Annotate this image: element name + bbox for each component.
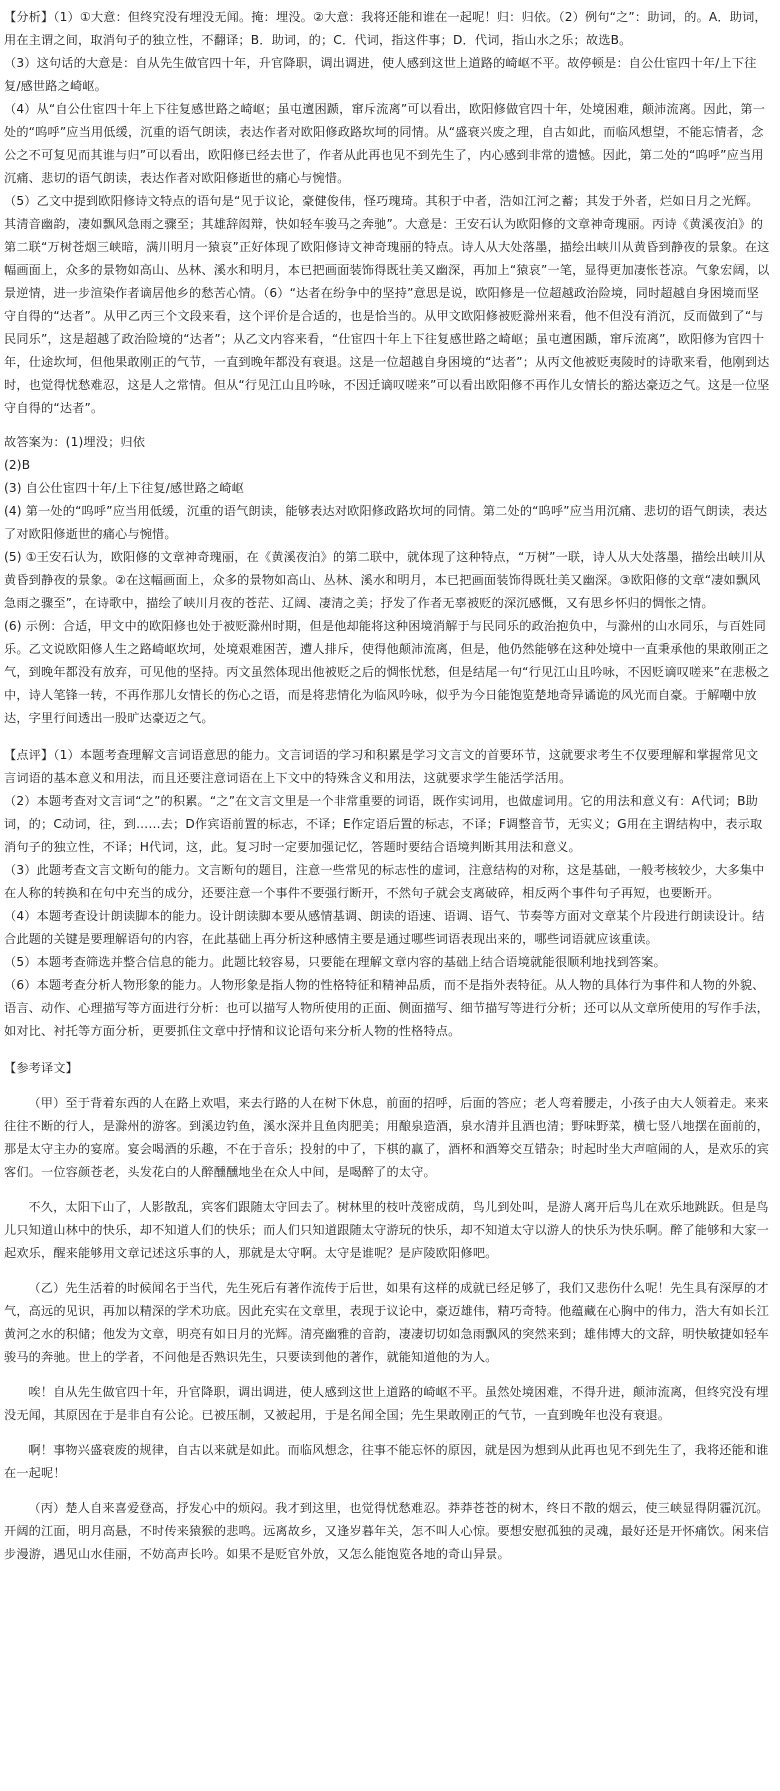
translation-paragraph-6: （丙）楚人自来喜爱登高，抒发心中的烦闷。我才到这里，也觉得忧愁难忍。莽莽苍苍的树木，终日不散的烟云，使三峡显得阴霾沉沉。开阔的江面，明月高悬，不时传来猿猴的悲鸣。远离故乡，又逢岁暮年关，怎不叫人心惊。要想安慰孤独的灵魂，最好还是开怀痛饮。闲来信步漫游，遇见山水佳丽，不妨高声长吟。如果不是贬官外放，又怎么能饱览各地的奇山异景。 [4, 1501, 769, 1561]
comment-paragraph-5: （5）本题考查筛选并整合信息的能力。此题比较容易，只要能在理解文章内容的基础上结合语境就能很顺利地找到答案。 [4, 955, 666, 969]
answer-line-3: (3) 自公仕宦四十年/上下往复/感世路之崎岖 [4, 481, 244, 495]
comment-paragraph-4: （4）本题考查设计朗读脚本的能力。设计朗读脚本要从感情基调、朗读的语速、语调、语气、节奏等方面对文章某个片段进行朗读设计。结合此题的关键是要理解语句的内容，在此基础上再分析这种感情主要是通过哪些词语表现出来的，哪些词语就应该重读。 [4, 909, 765, 946]
answer-line-6: (6) 示例：合适，甲文中的欧阳修也处于被贬滁州时期，但是他却能将这种困境消解于与民同乐的政治抱负中，与滁州的山水同乐，与百姓同乐。乙文说欧阳修人生之路崎岖坎坷，处境艰难困苦，遭人排斥，使得他颠沛流离，但是，他仍然能够在这种处境中一直秉承他的果敢刚正之气，到晚年都没有放弃，可见他的坚持。丙文虽然体现出他被贬之后的惆怅忧愁，但是结尾一句“行见江山且吟咏，不因贬谪叹嗟来”在悲极之中，诗人笔锋一转，不再作那儿女情长的伤心之语，而是将悲情化为临风吟咏，似乎为今日能饱览楚地奇异谲诡的风光而自豪。于解嘲中放达，字里行间透出一股旷达豪迈之气。 [4, 619, 770, 725]
translation-paragraph-5: 啊！事物兴盛衰废的规律，自古以来就是如此。而临风想念，往事不能忘怀的原因，就是因为想到从此再也见不到先生了，我将还能和谁在一起呢！ [4, 1443, 769, 1480]
comment-section [4, 744, 770, 1043]
translation-paragraph-2: 不久，太阳下山了，人影散乱，宾客们跟随太守回去了。树林里的枝叶茂密成荫，鸟儿到处叫，是游人离开后鸟儿在欢乐地跳跃。但是鸟儿只知道山林中的快乐，却不知道人们的快乐；而人们只知道跟随太守游玩的快乐，却不知道太守以游人的快乐为快乐啊。醉了能够和大家一起欢乐，醒来能够用文章记述这乐事的人，那就是太守啊。太守是谁呢？是庐陵欧阳修吧。 [4, 1200, 769, 1260]
translation-paragraph-3: （乙）先生活着的时候闻名于当代，先生死后有著作流传于后世，如果有这样的成就已经足够了，我们又悲伤什么呢！先生具有深厚的才气，高远的见识，再加以精深的学术功底。因此充实在文章里，表现于议论中，豪迈雄伟，精巧奇特。他蕴藏在心胸中的伟力，浩大有如长江黄河之水的积储；他发为文章，明亮有如日月的光辉。清亮幽雅的音韵，凄凄切切如急雨飘风的突然来到；雄伟博大的文辞，明快敏捷如轻车骏马的奔驰。世上的学者，不问他是否熟识先生，只要读到他的著作，就能知道他的为人。 [4, 1281, 769, 1364]
analysis-paragraph-2: （3）这句话的大意是：自从先生做官四十年，升官降职，调出调进，使人感到这世上道路的崎岖不平。故停顿是：自公仕宦四十年/上下往复/感世路之崎岖。 [4, 56, 757, 93]
translation-paragraph-4: 唉！自从先生做官四十年，升官降职，调出调进，使人感到这世上道路的崎岖不平。虽然处境困难，不得升进，颠沛流离，但终究没有埋没无闻，其原因在于是非自有公论。已被压制，又被起用，于是名闻全国；先生果敢刚正的气节，一直到晚年也没有衰退。 [4, 1385, 769, 1422]
analysis-section [4, 6, 770, 420]
analysis-paragraph-4: （5）乙文中提到欧阳修诗文特点的语句是“见于议论，豪健俊伟，怪巧瑰琦。其积于中者，浩如江河之蓄；其发于外者，烂如日月之光辉。其清音幽韵，凄如飘风急雨之骤至；其雄辞闳辩，快如轻车骏马之奔驰”。大意是：王安石认为欧阳修的文章神奇瑰丽。丙诗《黄溪夜泊》的第二联“万树苍烟三峡暗，满川明月一猿哀”正好体现了欧阳修诗文神奇瑰丽的特点。诗人从大处落墨，描绘出峡川从黄昏到静夜的景象。在这幅画面上，众多的景物如高山、丛林、溪水和明月，本已把画面装饰得既壮美又幽深，再加上“猿哀”一笔，显得更加凄怅苍凉。气象宏阔，以景逆情，进一步渲染作者谪居他乡的愁苦心情。（6）“达者在纷争中的坚持”意思是说，欧阳修是一位超越政治险境，同时超越自身困境而坚守自得的“达者”。从甲乙丙三个文段来看，这个评价是合适的，也是恰当的。从甲文欧阳修被贬滁州来看，他不但没有消沉，反而做到了“与民同乐”，这是超越了政治险境的“达者”；从乙文内容来看，“仕宦四十年上下往复感世路之崎岖；虽屯邅困踬，窜斥流离”，欧阳修为官四十年，仕途坎坷，但他果敢刚正的气节，一直到晚年都没有衰退。这是一位超越自身困境的“达者”；从丙文他被贬夷陵时的诗歌来看，他刚到达时，也觉得忧愁难忍，这是人之常情。但从“行见江山且吟咏，不因迁谪叹嗟来”可以看出欧阳修不再作儿女情长的豁达豪迈之气。这是一位坚守自得的“达者”。 [4, 194, 770, 415]
comment-paragraph-3: （3）此题考查文言文断句的能力。文言断句的题目，注意一些常见的标志性的虚词，注意结构的对称，这是基础，一般考核较少，大多集中在人称的转换和在句中充当的成分，还要注意一个事件不要强行断开，不然句子就会支离破碎，相反两个事件句子再短，也要断开。 [4, 863, 765, 900]
comment-paragraph-2: （2）本题考查对文言词“之”的积累。“之”在文言文里是一个非常重要的词语，既作实词用，也做虚词用。它的用法和意义有：A代词；B助词，的；C动词，往，到……去；D作宾语前置的标志，不译；E作定语后置的标志，不译；F调整音节，无实义；G用在主谓结构中，表示取消句子的独立性，不译；H代词，这，此。复习时一定要加强记忆，答题时要结合语境判断其用法和意义。 [4, 794, 763, 854]
translation-heading: 【参考译文】 [4, 1061, 79, 1075]
analysis-heading: 【分析】 [4, 10, 54, 24]
translation-paragraph-1: （甲）至于背着东西的人在路上欢唱，来去行路的人在树下休息，前面的招呼，后面的答应；老人弯着腰走，小孩子由大人领着走。来来往往不断的行人，是滁州的游客。到溪边钓鱼，溪水深并且鱼肉肥美；用酿泉造酒，泉水清并且酒也清；野味野菜，横七竖八地摆在面前的，那是太守主办的宴席。宴会喝酒的乐趣，不在于音乐；投射的中了，下棋的赢了，酒杯和酒筹交互错杂；时起时坐大声喧闹的人，是欢乐的宾客们。一位容颜苍老，头发花白的人醉醺醺地坐在众人中间，是喝醉了的太守。 [4, 1096, 769, 1179]
analysis-paragraph-3: （4）从“自公仕宦四十年上下往复感世路之崎岖；虽屯邅困踬，窜斥流离”可以看出，欧阳修做官四十年，处境困难，颠沛流离。因此，第一处的“呜呼”应当用低缓，沉重的语气朗读，表达作者对欧阳修政路坎坷的同情。从“盛衰兴废之理，自古如此，而临风想望，不能忘情者，念公之不可复见而其谁与归”可以看出，欧阳修已经去世了，作者从此再也见不到先生了，内心感到非常的遗憾。因此，第二处的“呜呼”应当用沉痛、悲切的语气朗读，表达作者对欧阳修逝世的痛心与惋惜。 [4, 102, 766, 185]
answer-line-4: (4) 第一处的“呜呼”应当用低缓，沉重的语气朗读，能够表达对欧阳修政路坎坷的同情。第二处的“呜呼”应当用沉痛、悲切的语气朗读，表达了对欧阳修逝世的痛心与惋惜。 [4, 504, 768, 541]
comment-paragraph-6: （6）本题考查分析人物形象的能力。人物形象是指人物的性格特征和精神品质，而不是指外表特征。从人物的具体行为事件和人物的外貌、语言、动作、心理描写等方面进行分析：也可以描写人物所使用的正面、侧面描写、细节描写等进行分析；还可以从文章所使用的写作手法，如对比、衬托等方面分析，更要抓住文章中抒情和议论语句来分析人物的性格特点。 [4, 978, 769, 1038]
analysis-paragraph-1: 【分析】（1）①大意：但终究没有埋没无闻。掩：埋没。②大意：我将还能和谁在一起呢！归：归依。（2）例句“之”：助词，的。A．助词，用在主谓之间，取消句子的独立性，不翻译；B．助词，的；C．代词，指这件事；D．代词，指山水之乐；故选B。 [4, 10, 767, 47]
comment-paragraph-1: 【点评】（1）本题考查理解文言词语意思的能力。文言词语的学习和积累是学习文言文的首要环节，这就要求考生不仅要理解和掌握常见文言词语的基本意义和用法，而且还要注意词语在上下文中的特殊含义和用法，这就要求学生能活学活用。 [4, 748, 759, 785]
answer-line-5: (5) ①王安石认为，欧阳修的文章神奇瑰丽，在《黄溪夜泊》的第二联中，就体现了这种特点，“万树”一联，诗人从大处落墨，描绘出峡川从黄昏到静夜的景象。②在这幅画面上，众多的景物如高山、丛林、溪水和明月，本已把画面装饰得既壮美又幽深。③欧阳修的文章“凄如飘风急雨之骤至”，在诗歌中，描绘了峡川月夜的苍茫、辽阔、凄清之美；抒发了作者无辜被贬的深沉感慨，又有思乡怀归的惆怅之情。 [4, 550, 766, 610]
answer-section [4, 431, 770, 730]
answer-line-1: 故答案为：(1)埋没；归依 [4, 435, 146, 449]
translation-section [4, 1057, 770, 1566]
answer-line-2: (2)B [4, 458, 31, 472]
